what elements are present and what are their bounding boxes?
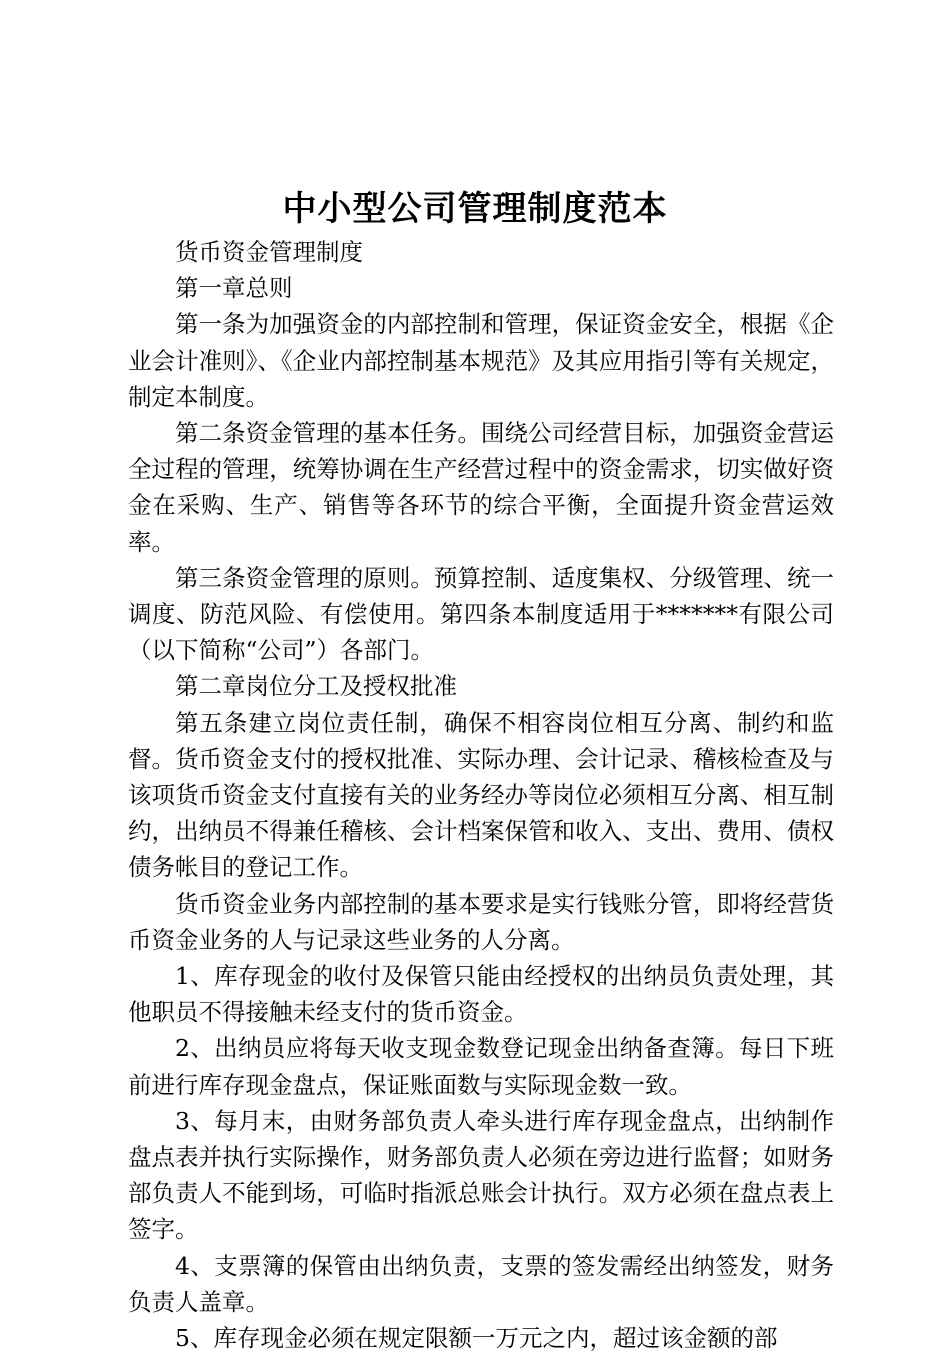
paragraph-article-2: 第二条资金管理的基本任务。围绕公司经营目标，加强资金营运全过程的管理，统筹协调在生产经营过程中的资金需求，切实做好资金在采购、生产、销售等各环节的综合平衡，全面提升资金营运效率。 <box>128 419 834 556</box>
document-body <box>128 234 834 1356</box>
paragraph-article-3-4: 第三条资金管理的原则。预算控制、适度集权、分级管理、统一调度、防范风险、有偿使用。第四条本制度适用于*******有限公司（以下简称“公司”）各部门。 <box>128 563 834 665</box>
paragraph-basic-requirement: 货币资金业务内部控制的基本要求是实行钱账分管，即将经营货币资金业务的人与记录这些业务的人分离。 <box>128 889 834 954</box>
chapter-heading: 第一章总则 <box>175 274 293 303</box>
list-item: 3、每月末，由财务部负责人牵头进行库存现金盘点，出纳制作盘点表并执行实际操作，财务部负责人必须在旁边进行监督；如财务部负责人不能到场，可临时指派总账会计执行。双方必须在盘点表上签字。 <box>128 1106 834 1244</box>
section-heading: 货币资金管理制度 <box>175 238 363 266</box>
list-item: 2、出纳员应将每天收支现金数登记现金出纳备查簿。每日下班前进行库存现金盘点，保证账面数与实际现金数一致。 <box>128 1034 834 1099</box>
list-item: 4、支票簿的保管由出纳负责，支票的签发需经出纳签发，财务负责人盖章。 <box>128 1251 834 1316</box>
paragraph-article-1: 第一条为加强资金的内部控制和管理，保证资金安全，根据《企业会计准则》、《企业内部控制基本规范》及其应用指引等有关规定，制定本制度。 <box>128 310 834 411</box>
list-item: 5、库存现金必须在规定限额一万元之内，超过该金额的部 <box>175 1324 778 1353</box>
chapter-heading: 第二章岗位分工及授权批准 <box>175 672 457 701</box>
list-item: 1、库存现金的收付及保管只能由经授权的出纳员负责处理，其他职员不得接触未经支付的货币资金。 <box>128 962 834 1027</box>
paragraph-article-5: 第五条建立岗位责任制，确保不相容岗位相互分离、制约和监督。货币资金支付的授权批准、实际办理、会计记录、稽核检查及与该项货币资金支付直接有关的业务经办等岗位必须相互分离、相互制约，出纳员不得兼任稽核、会计档案保管和收入、支出、费用、债权债务帐目的登记工作。 <box>128 708 834 882</box>
document-title: 中小型公司管理制度范本 <box>282 189 668 229</box>
